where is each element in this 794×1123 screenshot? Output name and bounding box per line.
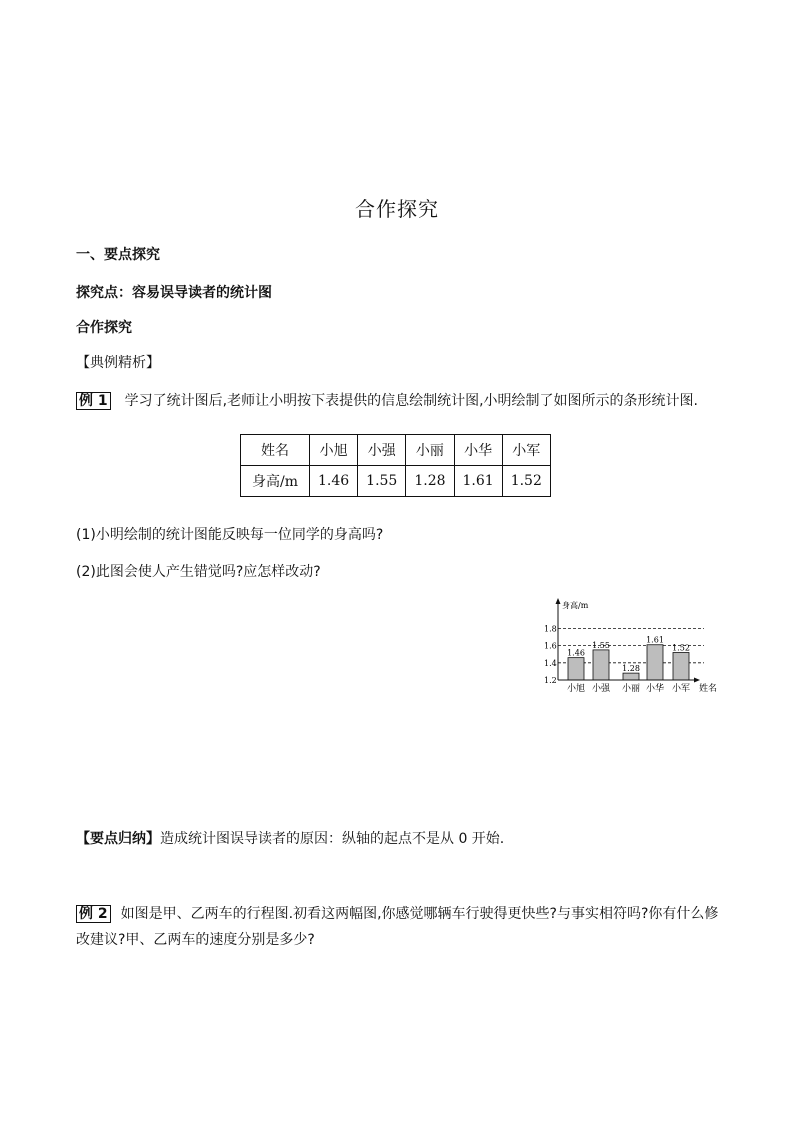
- x-tick-label: 小强: [591, 684, 611, 694]
- data-label: 1.46: [567, 648, 585, 658]
- table-header-height: 身高/m: [241, 466, 310, 497]
- x-axis-arrow: [694, 678, 700, 683]
- data-label: 1.28: [622, 664, 640, 674]
- x-tick-label: 小旭: [566, 684, 586, 694]
- table-cell: 1.52: [502, 466, 550, 497]
- table-cell: 小强: [358, 435, 406, 466]
- table-row: [241, 435, 551, 466]
- table-cell: 小华: [454, 435, 502, 466]
- table-cell: 1.28: [406, 466, 454, 497]
- table-cell: 1.61: [454, 466, 502, 497]
- question-1: (1)小明绘制的统计图能反映每一位同学的身高吗?: [76, 527, 384, 543]
- summary-tag: 【要点归纳】: [76, 831, 160, 847]
- example1: [76, 390, 698, 410]
- x-tick-label: 小军: [671, 684, 691, 694]
- bar: [593, 650, 609, 680]
- table-cell: 小军: [502, 435, 550, 466]
- data-label: 1.55: [592, 640, 610, 650]
- bar: [623, 673, 639, 680]
- y-tick-label: 1.8: [544, 624, 557, 634]
- example2-label: 例 2: [76, 905, 111, 923]
- y-tick-label: 1.6: [544, 641, 557, 651]
- table-cell: 1.46: [310, 466, 358, 497]
- table-header-name: 姓名: [241, 435, 310, 466]
- x-tick-label: 小丽: [621, 684, 641, 694]
- bar: [673, 652, 689, 680]
- height-table: [240, 434, 551, 497]
- point-heading: 探究点：容易误导读者的统计图: [76, 285, 272, 301]
- table-cell: 小旭: [310, 435, 358, 466]
- bar: [568, 658, 584, 680]
- y-tick-label: 1.4: [544, 658, 557, 668]
- subsection-heading: 合作探究: [76, 320, 132, 336]
- data-label: 1.61: [646, 635, 664, 645]
- question-2: (2)此图会使人产生错觉吗?应怎样改动?: [76, 564, 321, 580]
- y-tick-label: 1.2: [544, 676, 557, 685]
- table-cell: 1.55: [358, 466, 406, 497]
- y-axis-label: 身高/m: [562, 601, 589, 610]
- example2-text: 如图是甲、乙两车的行程图.初看这两幅图,你感觉哪辆车行驶得更快些?与事实相符吗?你有什么修改建议?甲、乙两车的速度分别是多少?: [76, 906, 719, 948]
- bar-chart: [540, 594, 726, 698]
- example1-text: 学习了统计图后,老师让小明按下表提供的信息绘制统计图,小明绘制了如图所示的条形统计图.: [124, 393, 698, 409]
- x-tick-label: 小华: [645, 684, 665, 694]
- section-heading: 一、要点探究: [76, 247, 160, 263]
- y-axis-arrow: [556, 598, 561, 604]
- example1-label: 例 1: [76, 392, 111, 410]
- analysis-tag: 【典例精析】: [76, 355, 160, 371]
- bar: [647, 645, 663, 680]
- page-title: 合作探究: [355, 197, 439, 221]
- example2: [76, 901, 726, 953]
- summary-text: 造成统计图误导读者的原因：纵轴的起点不是从 0 开始.: [160, 831, 505, 847]
- summary: [76, 828, 504, 848]
- data-label: 1.52: [672, 643, 690, 653]
- x-axis-label: 姓名: [699, 684, 718, 694]
- table-cell: 小丽: [406, 435, 454, 466]
- table-row: [241, 466, 551, 497]
